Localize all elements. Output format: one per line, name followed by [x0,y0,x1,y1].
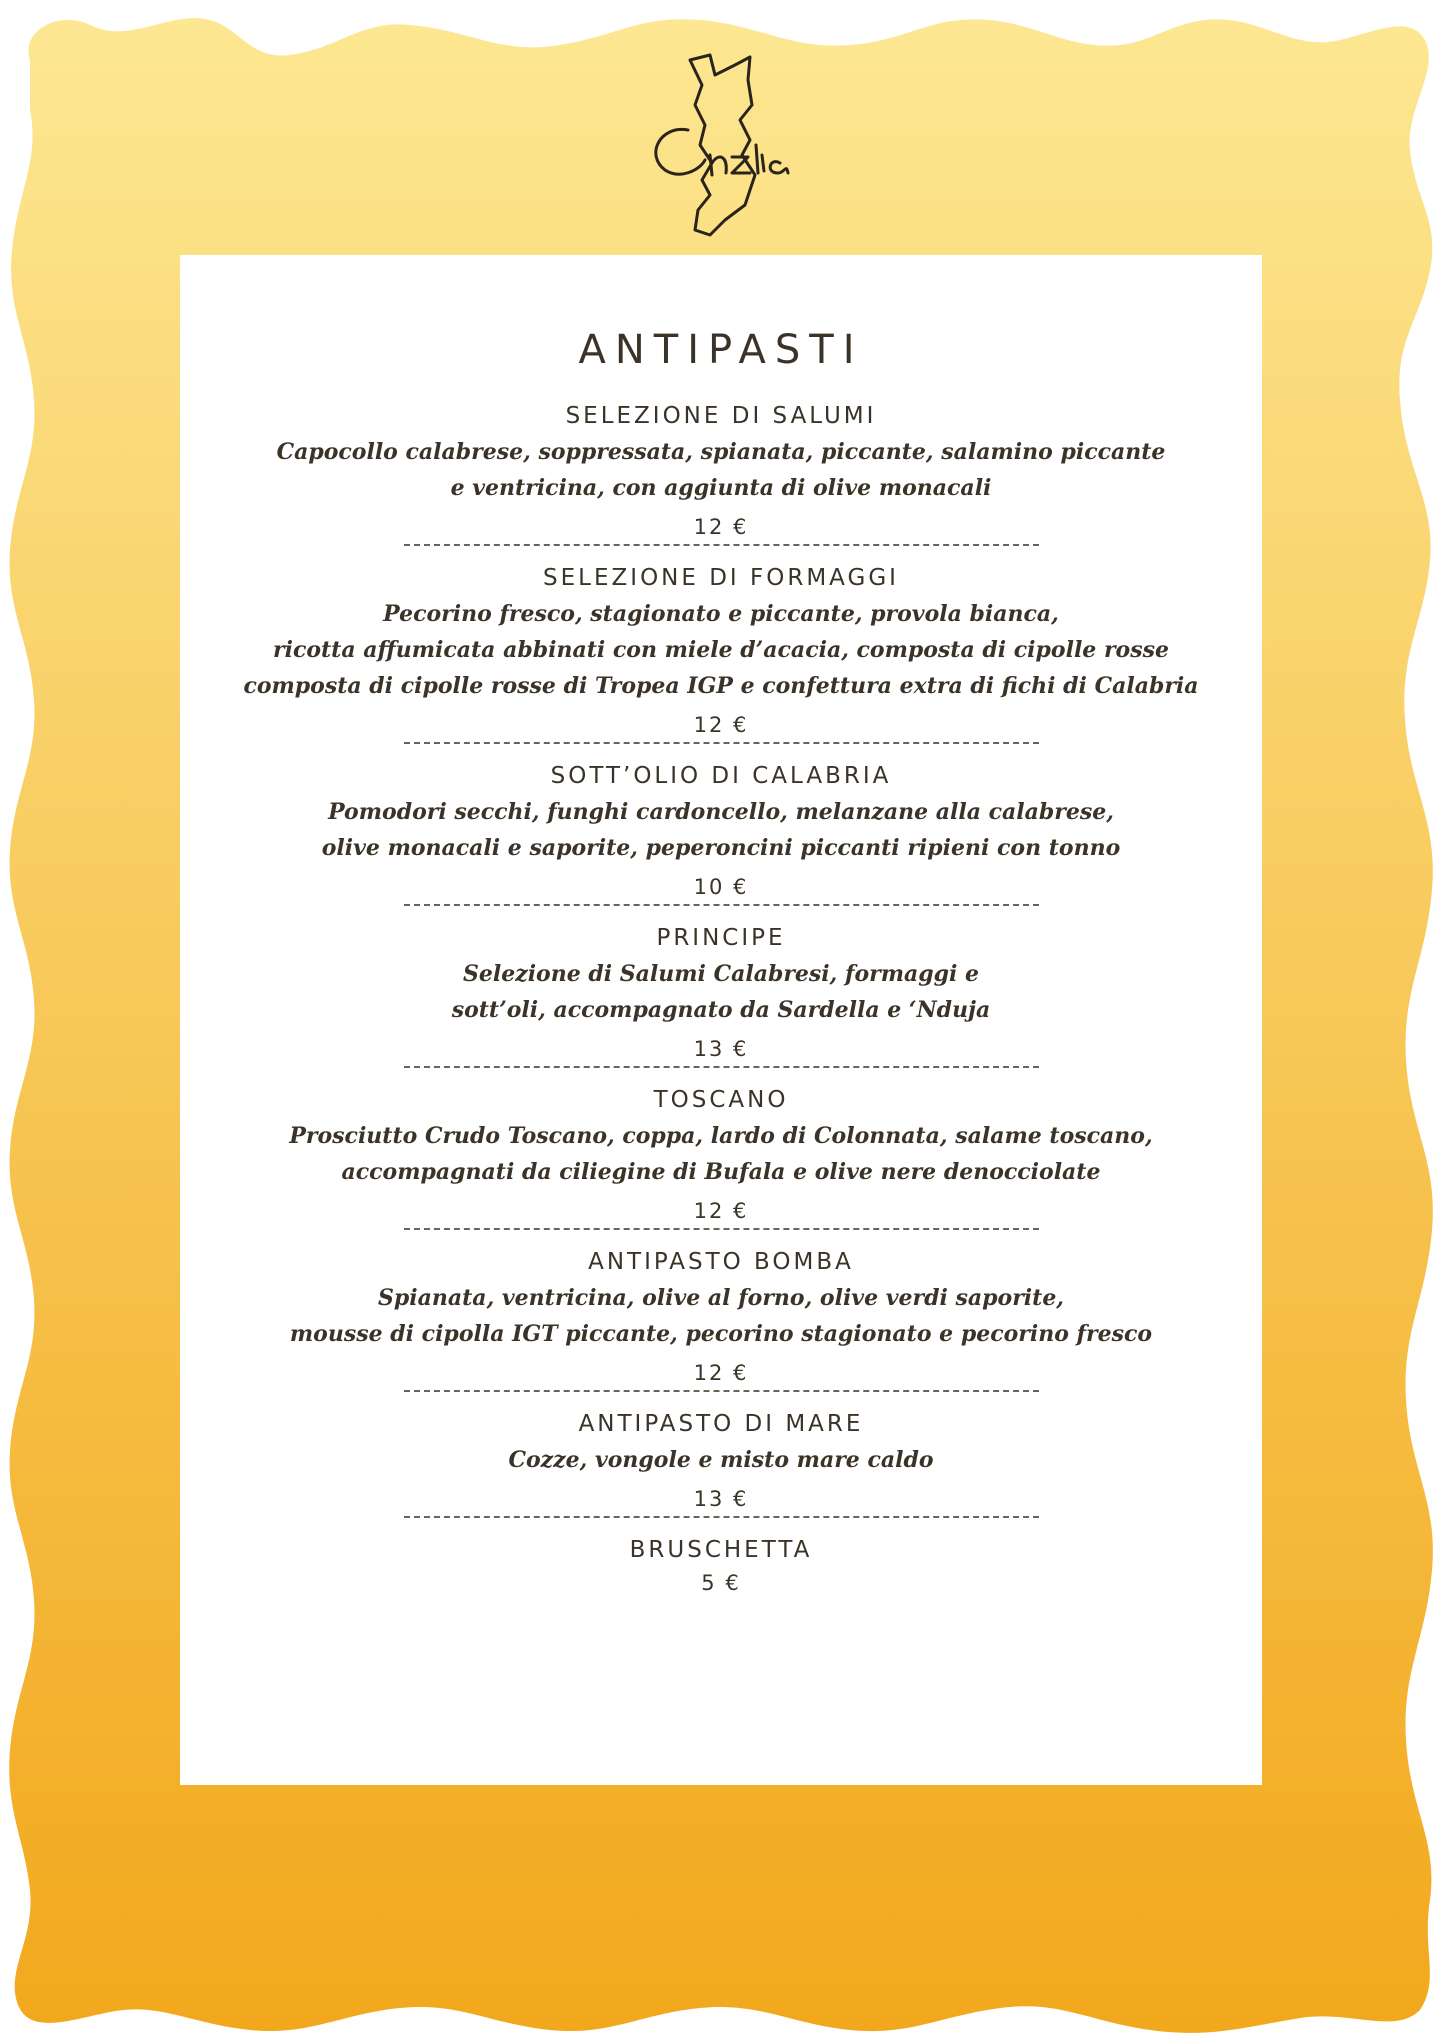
item-name: ANTIPASTO DI MARE [578,1411,864,1437]
dashed-divider [404,1390,1039,1392]
dashed-divider [404,1516,1039,1518]
menu-item [180,1532,1262,1598]
dashed-divider [404,904,1039,906]
item-description [180,1280,1262,1352]
menu-item [180,758,1262,906]
item-description-line: sott’oli, accompagnato da Sardella e ‘Nduja [451,997,991,1023]
menu-item [180,920,1262,1068]
item-name: TOSCANO [653,1087,789,1113]
item-name: SELEZIONE DI SALUMI [565,403,877,429]
item-price: 13 € [693,1037,749,1061]
item-description [180,1442,1262,1478]
item-name: SOTT’OLIO DI CALABRIA [550,763,892,789]
item-name: ANTIPASTO BOMBA [588,1249,854,1275]
menu-item [180,560,1262,744]
item-description-line: ricotta affumicata abbinati con miele d’acacia, composta di cipolle rosse [273,637,1169,663]
item-price: 5 € [701,1571,741,1595]
dashed-divider [404,544,1039,546]
item-description [180,794,1262,866]
item-description-line: Pecorino fresco, stagionato e piccante, provola bianca, [383,601,1059,627]
item-name: SELEZIONE DI FORMAGGI [543,565,899,591]
section-title: ANTIPASTI [578,326,864,373]
menu-item [180,1244,1262,1392]
menu-item [180,1406,1262,1518]
item-description-line: accompagnati da ciliegine di Bufala e olive nere denocciolate [341,1159,1101,1185]
item-description-line: composta di cipolle rosse di Tropea IGP e confettura extra di fichi di Calabria [243,673,1199,699]
item-description-line: Selezione di Salumi Calabresi, formaggi e [462,961,980,987]
menu-item [180,1082,1262,1230]
item-description [180,434,1262,506]
dashed-divider [404,1228,1039,1230]
item-price: 13 € [693,1487,749,1511]
menu-item [180,398,1262,546]
dashed-divider [404,742,1039,744]
item-price: 12 € [693,515,749,539]
item-name: BRUSCHETTA [629,1537,813,1563]
item-price: 12 € [693,1361,749,1385]
item-price: 12 € [693,713,749,737]
menu-list [180,398,1262,1598]
item-description-line: e ventricina, con aggiunta di olive monacali [450,475,992,501]
dashed-divider [404,1066,1039,1068]
item-description-line: Cozze, vongole e misto mare caldo [508,1447,934,1473]
item-description-line: Prosciutto Crudo Toscano, coppa, lardo di Colonnata, salame toscano, [289,1123,1153,1149]
item-description [180,1118,1262,1190]
item-description-line: Spianata, ventricina, olive al forno, olive verdi saporite, [378,1285,1064,1311]
item-description [180,596,1262,704]
item-description-line: Capocollo calabrese, soppressata, spianata, piccante, salamino piccante [276,439,1166,465]
item-description-line: olive monacali e saporite, peperoncini piccanti ripieni con tonno [321,835,1121,861]
item-price: 12 € [693,1199,749,1223]
item-description [180,956,1262,1028]
item-price: 10 € [693,875,749,899]
item-description-line: Pomodori secchi, funghi cardoncello, melanzane alla calabrese, [328,799,1114,825]
item-description-line: mousse di cipolla IGT piccante, pecorino stagionato e pecorino fresco [289,1321,1153,1347]
calabria-map-logo-icon [640,45,820,245]
item-name: PRINCIPE [656,925,786,951]
